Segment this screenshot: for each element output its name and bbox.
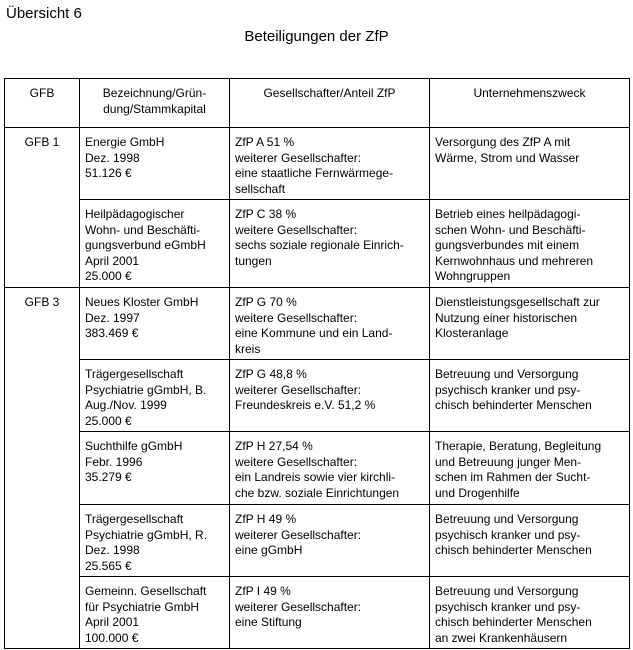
group-label-empty	[5, 432, 80, 505]
cell-line: Betrieb eines heilpädagogi-	[435, 207, 581, 221]
cell-gesellschafter	[230, 360, 430, 432]
cell-line: sechs soziale regionale Einrich-	[235, 238, 404, 252]
cell-gesellschafter	[230, 200, 430, 288]
cell-line: weiterer Gesellschafter:	[235, 527, 362, 542]
cell-line: gungsverbundes mit einem	[435, 238, 580, 252]
cell-line: weitere Gesellschafter:	[235, 454, 358, 469]
cell-line: 383.469 €	[85, 326, 139, 340]
cell-bezeichnung	[80, 200, 230, 288]
cell-line: Dez. 1998	[85, 543, 140, 557]
cell-line: Trägergesellschaft	[85, 367, 184, 381]
cell-line: Dez. 1997	[85, 310, 140, 325]
cell-line: 100.000 €	[85, 630, 139, 645]
cell-zweck	[430, 360, 630, 432]
cell-line: eine staatliche Fernwärmege-	[235, 166, 394, 180]
cell-zweck	[430, 505, 630, 577]
cell-line: Febr. 1996	[85, 454, 143, 469]
cell-line: ein Landreis sowie vier kirchli-	[235, 470, 396, 484]
cell-line: eine Stiftung	[235, 615, 302, 629]
header-gesellschafter: Gesellschafter/Anteil ZfP	[230, 79, 430, 128]
cell-line: weiterer Gesellschafter:	[235, 150, 362, 165]
cell-zweck	[430, 288, 630, 360]
cell-line: Freundeskreis e.V. 51,2 %	[235, 398, 376, 412]
cell-bezeichnung	[80, 128, 230, 200]
cell-bezeichnung	[80, 505, 230, 577]
header-bezeichnung-line: dung/Stammkapital	[103, 101, 206, 116]
cell-line: tungen	[235, 253, 272, 268]
cell-gesellschafter	[230, 128, 430, 200]
cell-bezeichnung	[80, 288, 230, 360]
header-gfb: GFB	[5, 79, 80, 128]
cell-line: für Psychiatrie GmbH	[85, 599, 200, 614]
cell-line: 25.565 €	[85, 558, 132, 573]
cell-line: ZfP A 51 %	[235, 135, 295, 149]
group-label-empty	[5, 505, 80, 577]
cell-line: Therapie, Beratung, Begleitung	[435, 439, 602, 453]
cell-line: an zwei Krankenhäusern	[435, 630, 568, 645]
header-zweck: Unternehmenszweck	[430, 79, 630, 128]
cell-line: psychisch kranker und psy-	[435, 382, 581, 397]
cell-line: 25.000 €	[85, 269, 132, 283]
cell-line: eine gGmbH	[235, 543, 303, 557]
cell-line: ZfP I 49 %	[235, 584, 291, 598]
cell-line: Klosteranlage	[435, 326, 509, 340]
table-row	[5, 128, 630, 200]
cell-line: weiterer Gesellschafter:	[235, 599, 362, 614]
document-label: Übersicht 6	[6, 5, 82, 22]
table-row	[5, 432, 630, 505]
cell-line: eine Kommune und ein Land-	[235, 326, 393, 340]
participations-table	[4, 78, 630, 649]
cell-line: psychisch kranker und psy-	[435, 527, 581, 542]
cell-line: Psychiatrie gGmbH, R.	[85, 527, 208, 542]
cell-line: ZfP H 49 %	[235, 512, 297, 526]
cell-line: schen Wohn- und Beschäfti-	[435, 222, 586, 237]
cell-bezeichnung	[80, 432, 230, 505]
header-bezeichnung-line: Bezeichnung/Grün-	[102, 86, 207, 100]
cell-line: Heilpädagogischer	[85, 207, 185, 221]
cell-line: Wohn- und Beschäfti-	[85, 222, 201, 237]
cell-line: Aug./Nov. 1999	[85, 398, 167, 412]
cell-line: Nutzung einer historischen	[435, 310, 578, 325]
table-row	[5, 577, 630, 649]
cell-line: weiterer Gesellschafter:	[235, 382, 362, 397]
cell-line: Betreuung und Versorgung	[435, 584, 579, 598]
group-label-gfb1: GFB 1	[5, 128, 80, 200]
cell-gesellschafter	[230, 288, 430, 360]
cell-gesellschafter	[230, 577, 430, 649]
cell-line: Dez. 1998	[85, 150, 140, 165]
cell-line: Kernwohnhaus und mehreren	[435, 253, 594, 268]
cell-line: ZfP H 27,54 %	[235, 439, 313, 453]
cell-line: kreis	[235, 341, 261, 356]
cell-line: psychisch kranker und psy-	[435, 599, 581, 614]
table-row	[5, 200, 630, 288]
cell-line: Dienstleistungsgesellschaft zur	[435, 295, 600, 309]
cell-line: chisch behinderter Menschen	[435, 615, 592, 629]
cell-line: che bzw. soziale Einrichtungen	[235, 485, 400, 500]
header-bezeichnung	[80, 79, 230, 128]
cell-line: Gemeinn. Gesellschaft	[85, 584, 207, 598]
group-label-empty	[5, 360, 80, 432]
cell-zweck	[430, 128, 630, 200]
cell-line: Neues Kloster GmbH	[85, 295, 199, 309]
table-row	[5, 505, 630, 577]
cell-line: ZfP G 48,8 %	[235, 367, 307, 381]
cell-line: Energie GmbH	[85, 135, 165, 149]
group-label-empty	[5, 577, 80, 649]
cell-line: 35.279 €	[85, 470, 132, 484]
cell-line: und Drogenhilfe	[435, 485, 520, 500]
cell-line: schen im Rahmen der Sucht-	[435, 470, 591, 484]
cell-zweck	[430, 200, 630, 288]
table-row	[5, 360, 630, 432]
cell-line: Suchthilfe gGmbH	[85, 439, 183, 453]
document-title: Beteiligungen der ZfP	[244, 28, 389, 45]
cell-line: Betreuung und Versorgung	[435, 512, 579, 526]
cell-line: Psychiatrie gGmbH, B.	[85, 382, 207, 397]
cell-line: und Betreuung junger Men-	[435, 454, 582, 469]
cell-line: gungsverbund eGmbH	[85, 238, 206, 252]
cell-line: sellschaft	[235, 181, 286, 196]
cell-line: chisch behinderter Menschen	[435, 543, 592, 557]
cell-line: Wärme, Strom und Wasser	[435, 150, 580, 165]
cell-line: weitere Gesellschafter:	[235, 310, 358, 325]
cell-zweck	[430, 432, 630, 505]
cell-bezeichnung	[80, 577, 230, 649]
cell-line: April 2001	[85, 615, 140, 629]
table-header-row	[5, 79, 630, 128]
cell-line: 25.000 €	[85, 413, 132, 428]
cell-line: ZfP G 70 %	[235, 295, 297, 309]
cell-gesellschafter	[230, 432, 430, 505]
cell-line: weitere Gesellschafter:	[235, 222, 358, 237]
cell-line: Versorgung des ZfP A mit	[435, 135, 571, 149]
cell-bezeichnung	[80, 360, 230, 432]
group-label-empty	[5, 200, 80, 288]
cell-line: Trägergesellschaft	[85, 512, 184, 526]
cell-gesellschafter	[230, 505, 430, 577]
cell-line: April 2001	[85, 253, 140, 268]
cell-line: ZfP C 38 %	[235, 207, 297, 221]
group-label-gfb3: GFB 3	[5, 288, 80, 360]
cell-line: Wohngruppen	[435, 269, 511, 283]
table-row	[5, 288, 630, 360]
cell-line: Betreuung und Versorgung	[435, 367, 579, 381]
cell-line: chisch behinderter Menschen	[435, 398, 592, 412]
cell-line: 51.126 €	[85, 166, 132, 180]
cell-zweck	[430, 577, 630, 649]
